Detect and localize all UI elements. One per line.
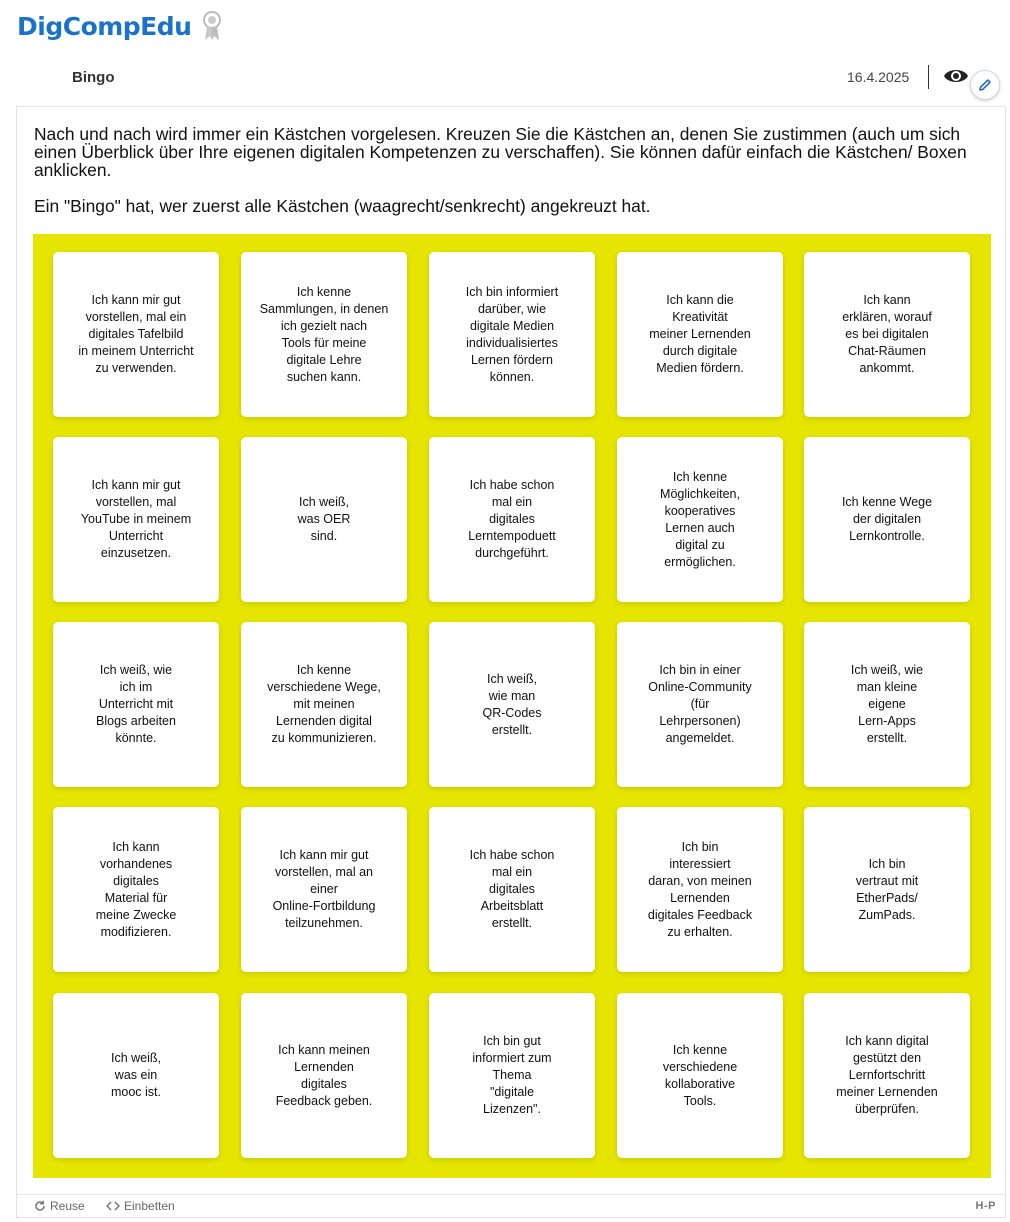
bingo-tile-text: Ich kenne Sammlungen, in denen ich gezielt nach Tools für meine digitale Lehre suchen kann. bbox=[259, 284, 389, 384]
bingo-tile-text: Ich kann digital gestützt den Lernfortschritt meiner Lernenden überprüfen. bbox=[836, 1034, 938, 1116]
bingo-tile[interactable] bbox=[804, 622, 970, 787]
bingo-tile-text: Ich kann mir gut vorstellen, mal ein digitales Tafelbild in meinem Unterricht zu verwenden. bbox=[78, 293, 194, 375]
bingo-board bbox=[33, 234, 991, 1178]
bingo-tile[interactable] bbox=[429, 807, 595, 972]
bingo-tile[interactable] bbox=[804, 252, 970, 417]
bingo-tile[interactable] bbox=[617, 252, 783, 417]
bingo-tile-text: Ich weiß, wie man kleine eigene Lern-Apps erstellt. bbox=[850, 663, 924, 745]
bingo-tile-text: Ich bin interessiert daran, von meinen Lernenden digitales Feedback zu erhalten. bbox=[647, 839, 753, 939]
code-icon bbox=[106, 1200, 120, 1212]
bingo-tile[interactable] bbox=[617, 807, 783, 972]
bingo-tile-text: Ich bin informiert darüber, wie digitale Medien individualisiertes Lernen fördern können. bbox=[465, 284, 559, 384]
bingo-tile-text: Ich weiß, was ein mooc ist. bbox=[110, 1051, 161, 1099]
bingo-tile-text: Ich kann meinen Lernenden digitales Feedback geben. bbox=[275, 1042, 373, 1108]
divider bbox=[928, 65, 929, 89]
instructions-paragraph-2: Ein "Bingo" hat, wer zuerst alle Kästchen (waagrecht/senkrecht) angekreuzt hat. bbox=[34, 196, 651, 216]
bingo-tile-text: Ich bin in einer Online-Community (für Lehrpersonen) angemeldet. bbox=[648, 663, 752, 745]
bingo-tile[interactable] bbox=[241, 807, 407, 972]
refresh-icon bbox=[34, 1200, 46, 1212]
bingo-tile-text: Ich kann mir gut vorstellen, mal YouTube in meinem Unterricht einzusetzen. bbox=[80, 478, 192, 560]
bingo-tile[interactable] bbox=[804, 807, 970, 972]
embed-button[interactable] bbox=[106, 1199, 175, 1213]
reuse-label: Reuse bbox=[50, 1199, 85, 1213]
bingo-tile[interactable] bbox=[241, 437, 407, 602]
bingo-tile-text: Ich weiß, was OER sind. bbox=[297, 495, 351, 543]
bingo-tile[interactable] bbox=[241, 993, 407, 1158]
bingo-tile[interactable] bbox=[241, 622, 407, 787]
bingo-tile[interactable] bbox=[617, 622, 783, 787]
date-label: 16.4.2025 bbox=[847, 69, 910, 85]
bingo-tile-text: Ich weiß, wie ich im Unterricht mit Blogs arbeiten könnte. bbox=[96, 663, 176, 745]
bingo-tile-text: Ich kann vorhandenes digitales Material für meine Zwecke modifizieren. bbox=[95, 839, 177, 939]
bingo-tile[interactable] bbox=[804, 993, 970, 1158]
bingo-tile[interactable] bbox=[617, 993, 783, 1158]
edit-button[interactable] bbox=[970, 70, 1000, 100]
bingo-tile[interactable] bbox=[53, 622, 219, 787]
bingo-tile-text: Ich weiß, wie man QR-Codes erstellt. bbox=[482, 671, 542, 737]
bingo-tile[interactable] bbox=[429, 993, 595, 1158]
bingo-tile[interactable] bbox=[53, 807, 219, 972]
reuse-button[interactable] bbox=[34, 1199, 85, 1213]
embed-label: Einbetten bbox=[124, 1199, 175, 1213]
bingo-tile-text: Ich kann erklären, worauf es bei digitalen Chat-Räumen ankommt. bbox=[842, 293, 932, 375]
bingo-tile[interactable] bbox=[53, 993, 219, 1158]
bingo-tile[interactable] bbox=[617, 437, 783, 602]
page-title: Bingo bbox=[72, 69, 115, 86]
bingo-tile-text: Ich kenne Möglichkeiten, kooperatives Lernen auch digital zu ermöglichen. bbox=[660, 469, 740, 569]
bingo-tile[interactable] bbox=[53, 437, 219, 602]
bingo-tile-text: Ich kenne verschiedene Wege, mit meinen Lernenden digital zu kommunizieren. bbox=[267, 663, 381, 745]
content-header bbox=[0, 60, 1010, 96]
pencil-icon bbox=[978, 78, 992, 92]
bingo-tile-text: Ich kann mir gut vorstellen, mal an einer Online-Fortbildung teilzunehmen. bbox=[272, 848, 376, 930]
bingo-tile-text: Ich kann die Kreativität meiner Lernenden durch digitale Medien fördern. bbox=[649, 293, 751, 375]
bingo-tile[interactable] bbox=[241, 252, 407, 417]
bingo-tile[interactable] bbox=[429, 252, 595, 417]
bingo-tile[interactable] bbox=[53, 252, 219, 417]
instructions bbox=[34, 125, 984, 233]
brand-name: DigCompEdu bbox=[17, 11, 192, 41]
bingo-tile-text: Ich bin gut informiert zum Thema "digitale Lizenzen". bbox=[472, 1034, 552, 1116]
bingo-tile-text: Ich habe schon mal ein digitales Lerntempoduett durchgeführt. bbox=[468, 478, 556, 560]
brand bbox=[17, 10, 223, 42]
bingo-tile[interactable] bbox=[429, 437, 595, 602]
bingo-tile-text: Ich bin vertraut mit EtherPads/ ZumPads. bbox=[855, 856, 919, 922]
eye-icon[interactable] bbox=[943, 66, 969, 86]
bingo-tile[interactable] bbox=[804, 437, 970, 602]
bingo-tile-text: Ich kenne Wege der digitalen Lernkontrolle. bbox=[841, 495, 933, 543]
award-ribbon-icon bbox=[201, 10, 223, 42]
footer-bar bbox=[16, 1194, 1006, 1218]
bingo-tile-text: Ich habe schon mal ein digitales Arbeitsblatt erstellt. bbox=[469, 848, 555, 930]
bingo-tile-text: Ich kenne verschiedene kollaborative Tools. bbox=[662, 1042, 738, 1108]
bingo-tile[interactable] bbox=[429, 622, 595, 787]
h5p-logo: H-P bbox=[975, 1200, 996, 1212]
instructions-paragraph-1: Nach und nach wird immer ein Kästchen vorgelesen. Kreuzen Sie die Kästchen an, denen Sie zustimmen (auch um sich einen Überblick über Ihre eigenen digitalen Kompetenzen zu verschaffen). Sie können dafür einfach die Kästchen/ Boxen anklicken. bbox=[34, 124, 967, 180]
